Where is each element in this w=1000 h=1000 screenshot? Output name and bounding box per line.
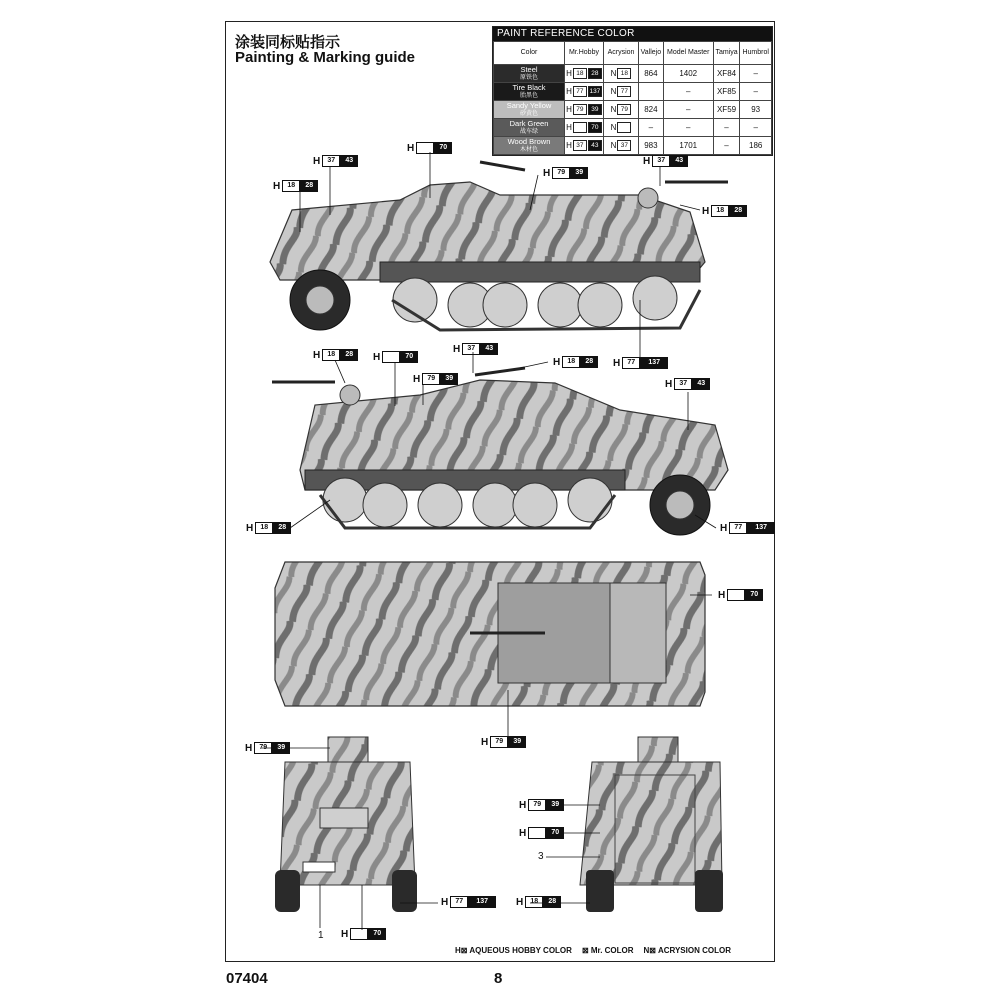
callout-tire-black: H 77 137 (720, 522, 775, 534)
callout-sandy-yellow: H 79 39 (519, 799, 564, 811)
callout-steel: H 18 28 (273, 180, 318, 192)
callout-sandy-yellow: H 79 39 (245, 742, 290, 754)
callout-dark-green: H 70 (519, 827, 564, 839)
table-row: Wood Brown 木材色 H 37 43 N 37 983 1701 – 186 (494, 137, 772, 155)
callout-tire-black: H 77 137 (613, 357, 668, 369)
callout-dark-green: H 70 (718, 589, 763, 601)
legend-mr-color: ⊠ Mr. COLOR (581, 946, 634, 955)
callout-sandy-yellow: H 79 39 (481, 736, 526, 748)
top-view (275, 562, 705, 706)
color-swatch: Dark Green 战车绿 (494, 119, 565, 137)
kit-number: 07404 (226, 970, 268, 987)
table-row: Dark Green 战车绿 H 70 N – – – – (494, 119, 772, 137)
legend-acrysion: N⊠ ACRYSION COLOR (643, 946, 731, 955)
front-view (275, 737, 417, 912)
part-number-1: 1 (318, 930, 324, 941)
col-vallejo: Vallejo (639, 42, 664, 65)
callout-dark-green: H 70 (341, 928, 386, 940)
page-number: 8 (494, 970, 503, 987)
col-humbrol: Humbrol (740, 42, 772, 65)
callout-tire-black: H 77 137 (441, 896, 496, 908)
callout-wood-brown: H 37 43 (643, 155, 688, 167)
callout-wood-brown: H 37 43 (665, 378, 710, 390)
callout-dark-green: H 70 (407, 142, 452, 154)
callout-steel: H 18 28 (553, 356, 598, 368)
callout-steel: H 18 28 (702, 205, 747, 217)
col-color: Color (494, 42, 565, 65)
paint-table-heading: PAINT REFERENCE COLOR (493, 27, 772, 41)
callout-sandy-yellow: H 79 39 (543, 167, 588, 179)
color-swatch: Sandy Yellow 砂黄色 (494, 101, 565, 119)
callout-steel: H 18 28 (516, 896, 561, 908)
callout-wood-brown: H 37 43 (313, 155, 358, 167)
callout-steel: H 18 28 (313, 349, 358, 361)
title-english: Painting & Marking guide (235, 49, 416, 66)
part-number-3: 3 (538, 851, 544, 862)
side-view-left (270, 162, 728, 330)
color-swatch: Wood Brown 木材色 (494, 137, 565, 155)
table-row: Steel 原铁色 H 18 28 N 18 864 1402 XF84 – (494, 65, 772, 83)
callout-sandy-yellow: H 79 39 (413, 373, 458, 385)
table-row: Tire Black 胎黑色 H 77 137 N 77 – XF85 – (494, 83, 772, 101)
title-chinese: 涂装同标贴指示 (235, 33, 341, 51)
color-swatch: Steel 原铁色 (494, 65, 565, 83)
callout-dark-green: H 70 (373, 351, 418, 363)
col-tamiya: Tamiya (713, 42, 740, 65)
legend-aqueous: H⊠ AQUEOUS HOBBY COLOR (455, 946, 572, 955)
col-mrhobby: Mr.Hobby (565, 42, 604, 65)
table-row: Sandy Yellow 砂黄色 H 79 39 N 79 824 – XF59 93 (494, 101, 772, 119)
callout-wood-brown: H 37 43 (453, 343, 498, 355)
callout-steel: H 18 28 (246, 522, 291, 534)
color-swatch: Tire Black 胎黑色 (494, 83, 565, 101)
col-model-master: Model Master (663, 42, 713, 65)
side-view-right (272, 368, 728, 535)
color-legend (455, 946, 731, 955)
rear-view (580, 737, 723, 912)
col-acrysion: Acrysion (604, 42, 639, 65)
